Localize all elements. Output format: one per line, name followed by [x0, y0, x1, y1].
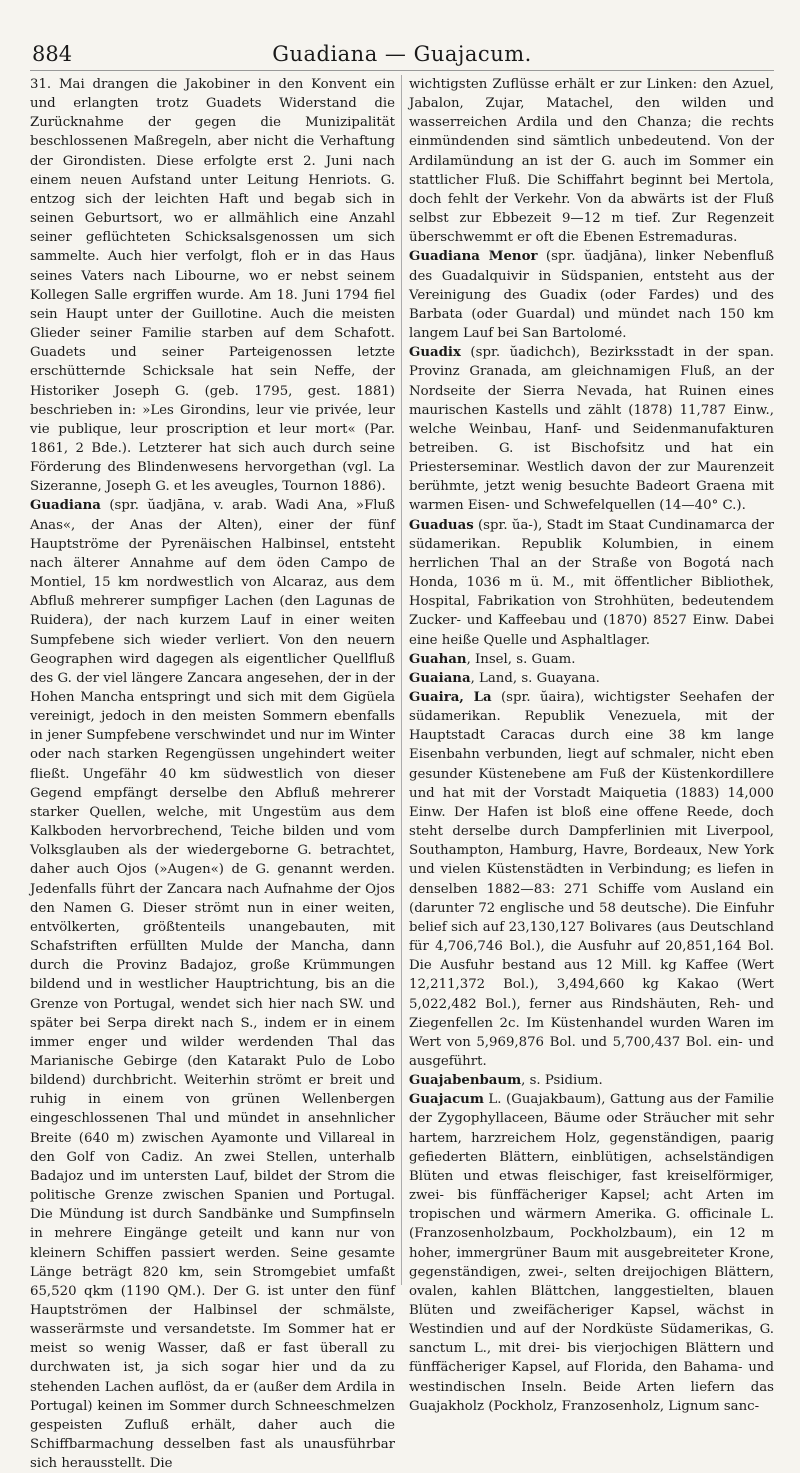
entry-headword: Guaduas [409, 517, 474, 533]
entry-paragraph [409, 688, 774, 1071]
entry-text: , Insel, s. Guam. [466, 651, 576, 667]
entry-text: L. (Guajakbaum), Gattung aus der Familie der Zygophyllaceen, Bäume oder Sträucher mit sehr hartem, harzreichem Holz, gegenständigen, paarig gefiederten Blättern, einblütigen, achselständigen Blüten und etwas fleischiger, fast kreiselförmiger, zwei- bis fünffächeriger Kapsel; acht Arten im tropischen und wärmern Amerika. G. officinale L. (Franzosenholzbaum, Pockholzbaum), ein 12 m hoher, immergrüner Baum mit ausgebreiteter Krone, gegenständigen, zwei-, selten dreijochigen Blättern, ovalen, kahlen Blättchen, langgestielten, blauen Blüten und zweifächeriger Kapsel, wächst in Westindien und auf der Nordküste Südamerikas, G. sanctum L., mit drei- bis vierjochigen Blättern und fünffächeriger Kapsel, auf Florida, den Bahama- und westindischen Inseln. Beide Arten liefern das Guajakholz (Pockholz, Franzosenholz, Lignum sanc- [409, 1092, 774, 1414]
entry-paragraph [409, 1090, 774, 1416]
entry-text: (spr. ŭadjāna, v. arab. Wadi Ana, »Fluß Anas«, der Anas der Alten), einer der fünf Hauptströme der Pyrenäischen Halbinsel, entsteht nach älterer Annahme auf dem öden Campo de Montiel, 15 km nordwestlich von Alcaraz, aus dem Abfluß mehrerer sumpfiger Lachen (den Lagunas de Ruidera), der nach kurzem Lauf in einer weiten Sumpfebene sich wieder verliert. Von den neuern Geographen wird dagegen als eigentlicher Quellfluß des G. der viel längere Zancara angesehen, der in der Hohen Mancha entspringt und sich mit dem Gigüela vereinigt, jedoch in den meisten Sommern ebenfalls in jener Sumpfebene verschwindet und nur im Winter oder nach starken Regengüssen ungehindert weiter fließt. Ungefähr 40 km südwestlich von dieser Gegend empfängt derselbe den Abfluß mehrerer starker Quellen, welche, mit Ungestüm aus dem Kalkboden hervorbrechend, Teiche bilden und vom Volksglauben als der wiedergeborne G. betrachtet, daher auch Ojos (»Augen«) de G. genannt werden. Jedenfalls führt der Zancara nach Aufnahme der Ojos den Namen G. Dieser strömt nun in einer weiten, entvölkerten, größtenteils unangebauten, mit Schafstriften erfüllten Mulde der Mancha, dann durch die Provinz Badajoz, große Krümmungen bildend und in westlicher Hauptrichtung, bis an die Grenze von Portugal, wendet sich hier nach SW. und später bei Serpa direkt nach S., indem er in einem immer enger und wilder werdenden Thal das Marianische Gebirge (den Katarakt Pulo de Lobo bildend) durchbricht. Weiterhin strömt er breit und ruhig in einem von grünen Wellenbergen eingeschlossenen Thal und mündet in ansehnlicher Breite (640 m) zwischen Ayamonte und Villareal in den Golf von Cadiz. An zwei Stellen, unterhalb Badajoz und im untersten Lauf, bildet der Strom die politische Grenze zwischen Spanien und Portugal. Die Mündung ist durch Sandbänke und Sumpfinseln in mehrere Eingänge geteilt und kann nur von kleinern Schiffen passiert werden. Seine gesamte Länge beträgt 820 km, sein Stromgebiet umfaßt 65,520 qkm (1190 QM.). Der G. ist unter den fünf Hauptströmen der Halbinsel der schmälste, wasserärmste und versandetste. Im Sommer hat er meist so wenig Wasser, daß er fast überall zu durchwaten ist, ja sich sogar hier und da zu stehenden Lachen auflöst, da er (außer dem Ardila in Portugal) keinen im Sommer durch Schneeschmelzen gespeisten Zufluß erhält, daher auch die Schiffbarmachung desselben fast als unausführbar sich herausstellt. Die [30, 498, 395, 1472]
page-number: 884 [32, 42, 73, 66]
entry-paragraph [409, 343, 774, 515]
entry-paragraph [30, 75, 395, 496]
entry-paragraph [409, 516, 774, 650]
entry-paragraph [409, 650, 774, 669]
entry-headword: Guadiana Menor [409, 249, 538, 265]
entry-text: (spr. ŭa-), Stadt im Staat Cundinamarca der südamerikan. Republik Kolumbien, in einem herrlichen Thal an der Straße von Bogotá nach Honda, 1036 m ü. M., mit öffentlicher Bibliothek, Hospital, Fabrikation von Strohhüten, bedeutendem Zucker- und Kaffeebau und (1870) 8527 Einw. Dabei eine heiße Quelle und Asphaltlager. [409, 517, 774, 648]
entry-paragraph [30, 496, 395, 1473]
page-header [30, 36, 774, 71]
entry-text: (spr. ŭadjāna), linker Nebenfluß des Guadalquivir in Südspanien, entsteht aus der Vereinigung des Guadix (oder Fardes) und des Barbata (oder Guardal) und mündet nach 150 km langem Lauf bei San Bartolomé. [409, 249, 774, 342]
running-title: Guadiana — Guajacum. [272, 42, 532, 66]
entry-text: (spr. ŭadichch), Bezirksstadt in der span. Provinz Granada, am gleichnamigen Fluß, an der Nordseite der Sierra Nevada, hat Ruinen eines maurischen Kastells und zählt (1878) 11,787 Einw., welche Weinbau, Hanf- und Seidenmanufakturen betreiben. G. ist Bischofsitz und hat ein Priesterseminar. Westlich davon der zur Maurenzeit berühmte, jetzt wenig besuchte Badeort Graena mit warmen Eisen- und Schwefelquellen (14—40° C.). [409, 345, 774, 514]
entry-paragraph [409, 75, 774, 247]
entry-text: (spr. ŭaira), wichtigster Seehafen der südamerikan. Republik Venezuela, mit der Hauptstadt Caracas durch eine 38 km lange Eisenbahn verbunden, liegt auf schmaler, nicht eben gesunder Küstenebene am Fuß der Küstenkordillere und hat mit der Vorstadt Maiquetia (1883) 14,000 Einw. Der Hafen ist bloß eine offene Reede, doch steht derselbe durch Dampferlinien mit Liverpool, Southampton, Hamburg, Havre, Bordeaux, New York und vielen Küstenstädten in Verbindung; es liefen in denselben 1882—83: 271 Schiffe vom Ausland ein (darunter 72 englische und 58 deutsche). Die Einfuhr belief sich auf 23,130,127 Bolivares (aus Deutschland für 4,706,746 Bol.), die Ausfuhr auf 20,851,164 Bol. Die Ausfuhr bestand aus 12 Mill. kg Kaffee (Wert 12,211,372 Bol.), 3,494,660 kg Kakao (Wert 5,022,482 Bol.), ferner aus Rindshäuten, Reh- und Ziegenfellen 2c. Im Küstenhandel wurden Waren im Wert von 5,969,876 Bol. und 5,700,437 Bol. ein- und ausgeführt. [409, 690, 774, 1069]
entry-paragraph [409, 669, 774, 688]
entry-headword: Guaira, La [409, 690, 492, 705]
entry-text: wichtigsten Zuflüsse erhält er zur Linken: den Azuel, Jabalon, Zujar, Matachel, den wilden und wasserreichen Ardila und den Chanza; die rechts einmündenden sind sämtlich unbedeutend. Von der Ardilamündung an ist der G. auch im Sommer ein stattlicher Fluß. Die Schiffahrt beginnt bei Mertola, doch fehlt der Verkehr. Von da abwärts ist der Fluß selbst zur Ebbezeit 9—12 m tief. Zur Regenzeit überschwemmt er oft die Ebenen Estremaduras. [409, 77, 774, 246]
right-column [409, 75, 774, 1414]
entry-headword: Guadiana [30, 498, 101, 514]
entry-text: , Land, s. Guayana. [470, 670, 600, 686]
entry-text: , s. Psidium. [521, 1073, 603, 1089]
entry-headword: Guajabenbaum [409, 1073, 522, 1089]
entry-headword: Guadix [409, 345, 461, 361]
left-column [30, 75, 402, 1472]
text-columns [30, 75, 774, 1472]
entry-headword: Guahan [409, 651, 467, 667]
entry-headword: Guajacum [409, 1092, 484, 1108]
entry-paragraph [409, 1071, 774, 1090]
entry-headword: Guaiana [409, 670, 471, 686]
entry-text: 31. Mai drangen die Jakobiner in den Konvent ein und erlangten trotz Guadets Widerstand die Zurücknahme der gegen die Munizipalität beschlossenen Maßregeln, aber nicht die Verhaftung der Girondisten. Diese erfolgte erst 2. Juni nach einem neuen Aufstand unter Leitung Henriots. G. entzog sich der leichten Haft und begab sich in seinen Geburtsort, wo er allmählich eine Anzahl seiner geflüchteten Schicksalsgenossen um sich sammelte. Auch hier verfolgt, floh er in das Haus seines Vaters nach Libourne, wo er nebst seinem Kollegen Salle ergriffen wurde. Am 18. Juni 1794 fiel sein Haupt unter der Guillotine. Auch die meisten Glieder seiner Familie starben auf dem Schafott. Guadets und seiner Parteigenossen letzte erschütternde Schicksale hat sein Neffe, der Historiker Joseph G. (geb. 1795, gest. 1881) beschrieben in: »Les Girondins, leur vie privée, leur vie publique, leur proscription et leur mort« (Par. 1861, 2 Bde.). Letzterer hat sich auch durch seine Förderung des Blindenwesens hervorgethan (vgl. La Sizeranne, Joseph G. et les aveugles, Tournon 1886). [30, 77, 395, 495]
entry-paragraph [409, 247, 774, 343]
